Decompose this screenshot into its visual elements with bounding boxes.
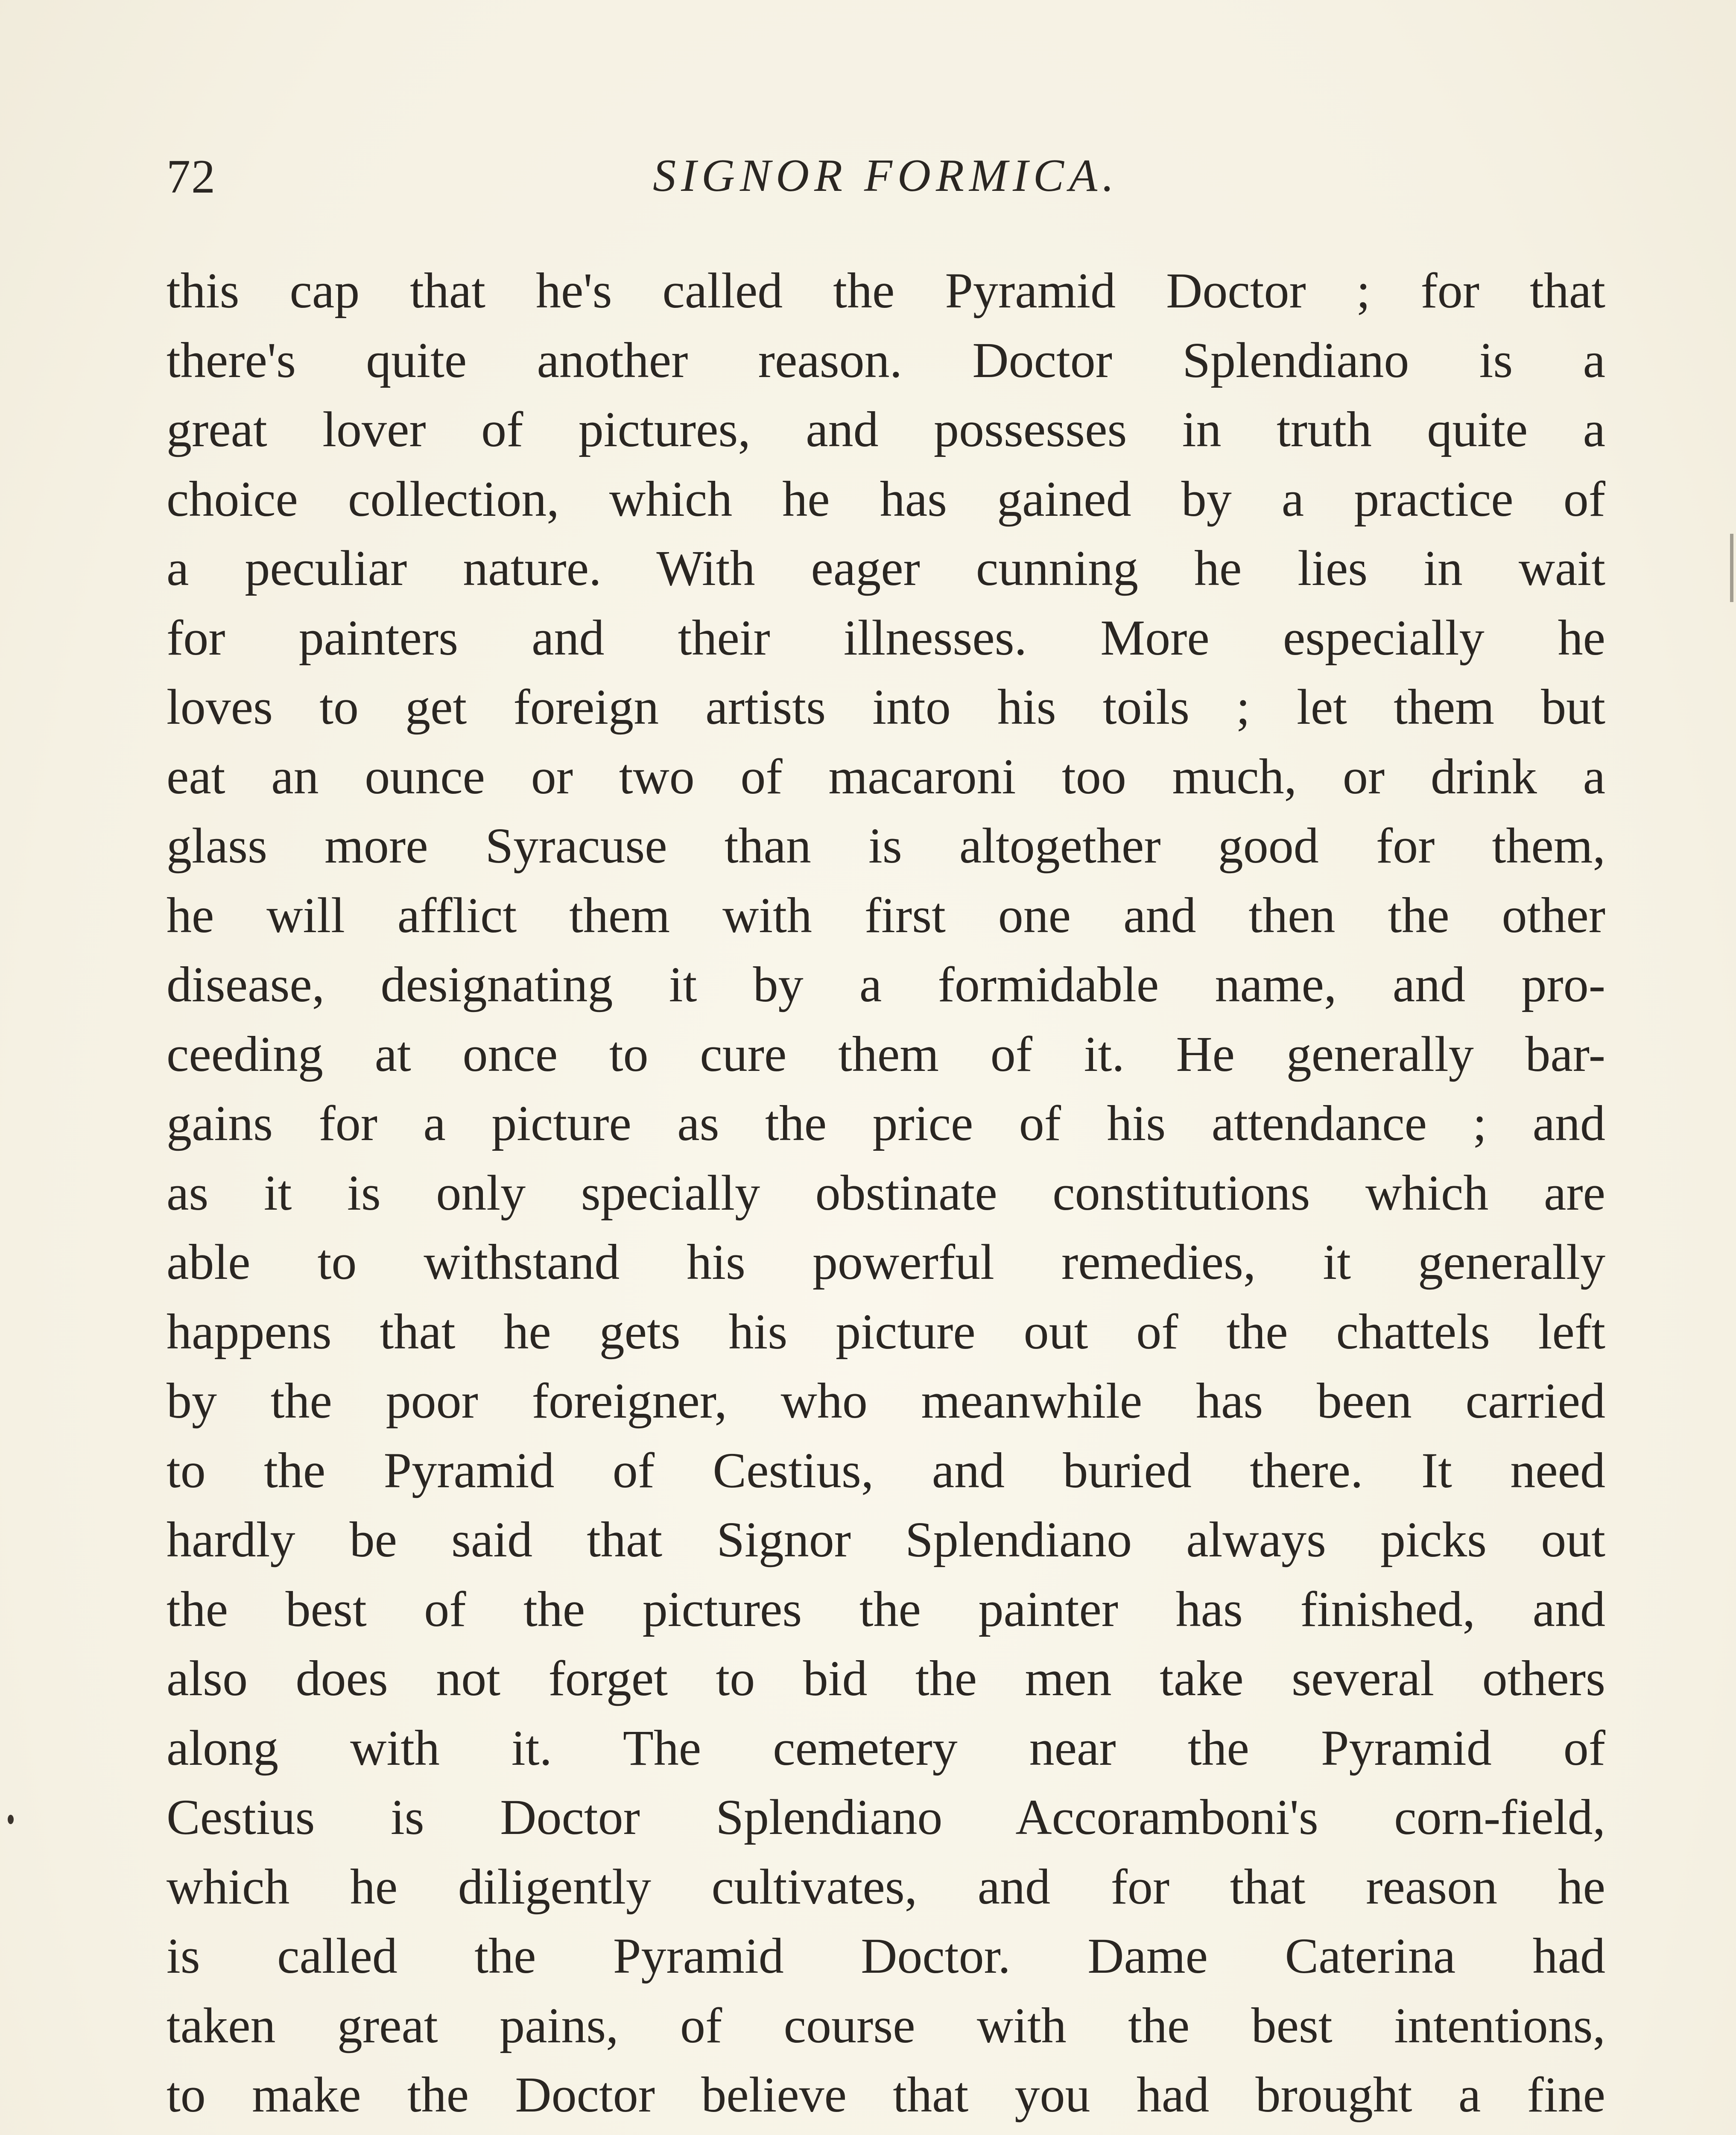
print-speck [8, 1815, 14, 1824]
text-line: for painters and their illnesses. More especially he [167, 609, 1605, 666]
text-line: great lover of pictures, and possesses in truth quite a [167, 401, 1605, 457]
text-line: the best of the pictures the painter has finished, and [167, 1581, 1605, 1637]
text-line: able to withstand his powerful remedies, it generally [167, 1234, 1605, 1290]
text-line: a peculiar nature. With eager cunning he lies in wait [167, 540, 1605, 596]
edge-mark [1730, 534, 1733, 602]
text-line: to make the Doctor believe that you had brought a fine [167, 2067, 1605, 2123]
text-line: eat an ounce or two of macaroni too much, or drink a [167, 748, 1605, 804]
page-number: 72 [167, 150, 216, 203]
text-line: ceeding at once to cure them of it. He generally bar- [167, 1026, 1605, 1082]
running-head: SIGNOR FORMICA. [653, 150, 1119, 201]
text-line: disease, designating it by a formidable name, and pro- [167, 956, 1605, 1012]
text-line: hardly be said that Signor Splendiano always picks out [167, 1512, 1605, 1568]
text-line: gains for a picture as the price of his attendance ; and [167, 1095, 1605, 1151]
text-line: Cestius is Doctor Splendiano Accoramboni's corn-field, [167, 1789, 1605, 1845]
text-line: is called the Pyramid Doctor. Dame Caterina had [167, 1928, 1605, 1984]
text-line: glass more Syracuse than is altogether good for them, [167, 818, 1605, 874]
text-line: as it is only specially obstinate constitutions which are [167, 1164, 1605, 1221]
text-line: loves to get foreign artists into his toils ; let them but [167, 679, 1605, 735]
text-line: he will afflict them with first one and then the other [167, 887, 1605, 943]
text-line: by the poor foreigner, who meanwhile has been carried [167, 1373, 1605, 1429]
text-line: there's quite another reason. Doctor Splendiano is a [167, 332, 1605, 388]
text-line: also does not forget to bid the men take several others [167, 1650, 1605, 1706]
text-line: taken great pains, of course with the best intentions, [167, 1997, 1605, 2053]
text-line: this cap that he's called the Pyramid Doctor ; for that [167, 263, 1605, 319]
page-header [167, 145, 1605, 209]
body-text [167, 256, 1605, 2135]
text-line: happens that he gets his picture out of the chattels left [167, 1303, 1605, 1360]
text-line: along with it. The cemetery near the Pyramid of [167, 1720, 1605, 1776]
text-line [167, 2130, 1605, 2135]
text-line: which he diligently cultivates, and for that reason he [167, 1858, 1605, 1915]
text-line: to the Pyramid of Cestius, and buried there. It need [167, 1442, 1605, 1498]
text-line: choice collection, which he has gained by a practice of [167, 471, 1605, 527]
